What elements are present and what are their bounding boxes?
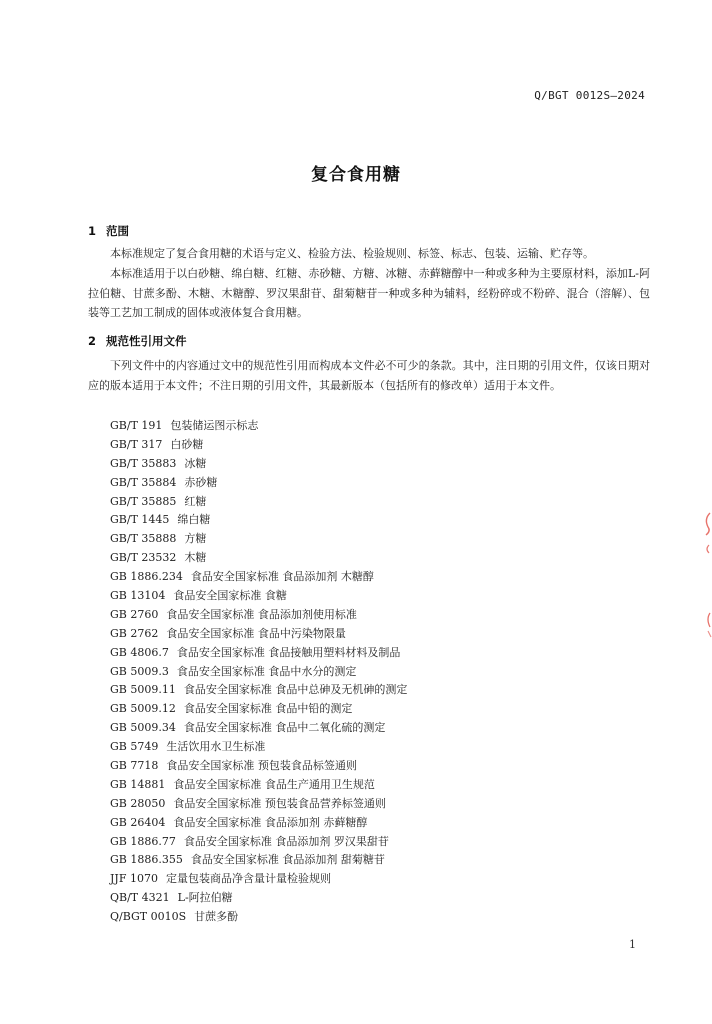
reference-title: 包装储运图示标志 <box>170 419 259 432</box>
reference-item <box>110 549 407 568</box>
reference-code: GB 5009.11 <box>110 683 176 697</box>
reference-item <box>110 606 407 625</box>
reference-title: 食品安全国家标准 食品接触用塑料材料及制品 <box>176 645 401 659</box>
reference-title: 甘蔗多酚 <box>194 910 239 924</box>
reference-item <box>110 530 407 549</box>
reference-code: GB/T 35888 <box>110 532 177 546</box>
reference-code: GB 5009.3 <box>110 664 169 678</box>
reference-code: GB 2762 <box>110 626 159 640</box>
section-number: 1 <box>88 224 97 238</box>
section-1-paragraph-1 <box>88 244 650 264</box>
document-title: 复合食用糖 <box>311 165 401 185</box>
reference-code: Q/BGT 0010S <box>110 910 187 924</box>
reference-title: 食品安全国家标准 预包装食品营养标签通则 <box>173 796 386 810</box>
reference-title: 方糖 <box>184 532 207 546</box>
reference-code: GB 7718 <box>110 759 159 773</box>
normative-reference-list <box>110 417 407 927</box>
reference-code: GB/T 35884 <box>110 475 177 489</box>
reference-title: 食品安全国家标准 食品中污染物限量 <box>166 626 346 640</box>
reference-title: 冰糖 <box>184 456 207 470</box>
reference-title: 食品安全国家标准 食品中总砷及无机砷的测定 <box>183 683 408 697</box>
reference-code: GB 2760 <box>110 607 159 621</box>
reference-code: GB/T 23532 <box>110 551 177 565</box>
reference-title: 食品安全国家标准 食品添加剂 罗汉果甜苷 <box>183 834 389 848</box>
reference-item <box>110 719 407 738</box>
reference-title: 食品安全国家标准 预包装食品标签通则 <box>166 759 357 773</box>
reference-code: GB 28050 <box>110 796 166 810</box>
section-1-paragraph-2 <box>88 264 650 323</box>
reference-title: 食品安全国家标准 食品中铅的测定 <box>183 702 353 716</box>
reference-item <box>110 681 407 700</box>
reference-title: 食品安全国家标准 食糖 <box>173 589 287 603</box>
reference-code: QB/T 4321 <box>110 891 170 905</box>
section-title: 范围 <box>106 224 129 238</box>
reference-item <box>110 851 407 870</box>
reference-item <box>110 889 407 908</box>
reference-item <box>110 870 407 889</box>
section-1-heading <box>88 223 129 239</box>
reference-title: L-阿拉伯糖 <box>177 891 233 905</box>
reference-code: GB 1886.234 <box>110 570 183 584</box>
reference-item <box>110 776 407 795</box>
reference-item <box>110 568 407 587</box>
reference-code: GB 4806.7 <box>110 645 169 659</box>
reference-title: 食品安全国家标准 食品中水分的测定 <box>176 664 357 678</box>
reference-title: 红糖 <box>184 494 207 508</box>
reference-title: 绵白糖 <box>177 513 211 527</box>
reference-code: GB/T 35885 <box>110 494 177 508</box>
reference-item <box>110 436 407 455</box>
reference-code: GB/T 35883 <box>110 456 177 470</box>
reference-code: GB 5009.12 <box>110 702 176 716</box>
reference-title: 木糖 <box>184 551 207 565</box>
reference-item <box>110 625 407 644</box>
paragraph-text: 本标准适用于以白砂糖、绵白糖、红糖、赤砂糖、方糖、冰糖、赤藓糖醇中一种或多种为主要原材料，添加L-阿拉伯糖、甘蔗多酚、木糖、木糖醇、罗汉果甜苷、甜菊糖苷一种或多种为辅料，经粉碎或不粉碎、混合（溶解）、包装等工艺加工制成的固体或液体复合食用糖。 <box>88 267 650 319</box>
reference-item <box>110 833 407 852</box>
section-2-paragraph-1 <box>88 356 650 395</box>
reference-title: 食品安全国家标准 食品添加剂 木糖醇 <box>190 570 374 584</box>
reference-item <box>110 738 407 757</box>
reference-item <box>110 587 407 606</box>
reference-item <box>110 493 407 512</box>
section-number: 2 <box>88 334 97 348</box>
reference-title: 食品安全国家标准 食品添加剂使用标准 <box>166 607 357 621</box>
section-title: 规范性引用文件 <box>106 334 187 348</box>
reference-item <box>110 700 407 719</box>
reference-code: GB 26404 <box>110 815 166 829</box>
reference-title: 食品安全国家标准 食品添加剂 甜菊糖苷 <box>190 853 385 867</box>
reference-item <box>110 814 407 833</box>
reference-title: 赤砂糖 <box>184 475 218 489</box>
reference-code: GB 1886.77 <box>110 834 176 848</box>
reference-title: 食品安全国家标准 食品添加剂 赤藓糖醇 <box>173 815 368 829</box>
reference-item <box>110 511 407 530</box>
reference-item <box>110 455 407 474</box>
reference-code: JJF 1070 <box>110 872 158 886</box>
standard-code: Q/BGT 0012S—2024 <box>534 89 645 102</box>
reference-code: GB 14881 <box>110 777 166 791</box>
page-number: 1 <box>629 938 636 951</box>
reference-code: GB 5009.34 <box>110 721 176 735</box>
reference-title: 白砂糖 <box>170 437 204 451</box>
reference-item <box>110 417 407 436</box>
reference-code: GB 5749 <box>110 740 159 754</box>
reference-code: GB 1886.355 <box>110 853 183 867</box>
reference-title: 食品安全国家标准 食品中二氧化硫的测定 <box>183 721 386 735</box>
reference-item <box>110 663 407 682</box>
reference-item <box>110 644 407 663</box>
paragraph-text: 本标准规定了复合食用糖的术语与定义、检验方法、检验规则、标签、标志、包装、运输、贮存等。 <box>110 247 594 260</box>
reference-code: GB/T 317 <box>110 437 163 451</box>
seal-stamp-icon <box>700 505 712 645</box>
section-2-heading <box>88 333 187 349</box>
reference-title: 定量包装商品净含量计量检验规则 <box>165 872 331 886</box>
reference-title: 生活饮用水卫生标准 <box>166 740 266 754</box>
reference-item <box>110 795 407 814</box>
reference-code: GB 13104 <box>110 589 166 603</box>
reference-code: GB/T 1445 <box>110 513 170 527</box>
reference-item <box>110 908 407 927</box>
paragraph-text: 下列文件中的内容通过文中的规范性引用而构成本文件必不可少的条款。其中，注日期的引用文件，仅该日期对应的版本适用于本文件；不注日期的引用文件，其最新版本（包括所有的修改单）适用于本文件。 <box>88 359 650 392</box>
reference-code: GB/T 191 <box>110 419 163 432</box>
reference-item <box>110 757 407 776</box>
reference-item <box>110 474 407 493</box>
reference-title: 食品安全国家标准 食品生产通用卫生规范 <box>173 777 375 791</box>
